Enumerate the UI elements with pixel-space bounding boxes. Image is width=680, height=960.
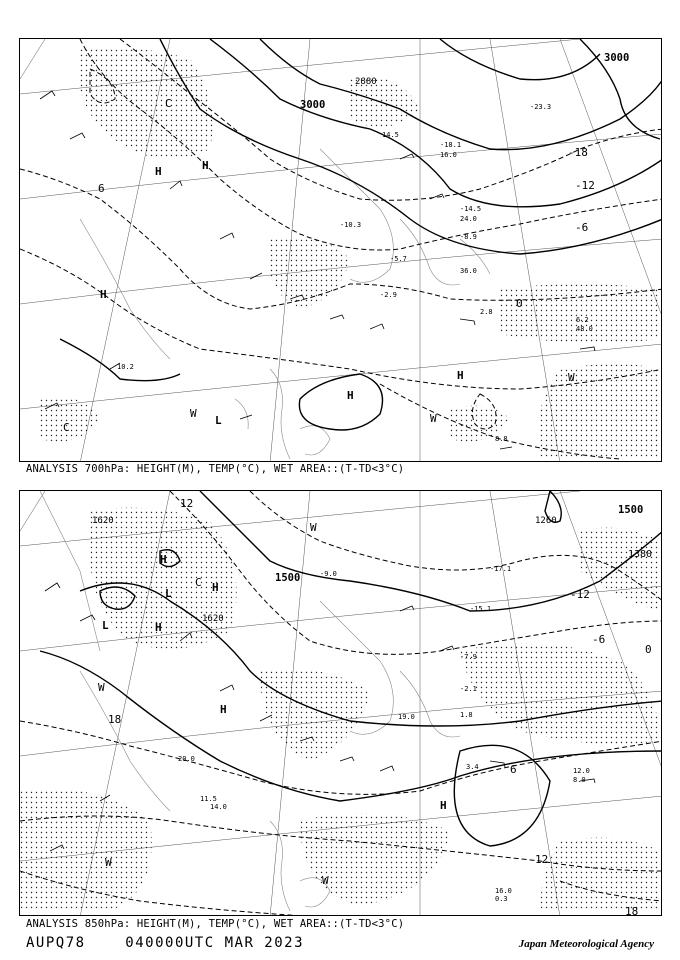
height-labels — [300, 52, 629, 111]
warm-center-marker: W — [430, 412, 437, 425]
cold-center-marker: C — [165, 97, 172, 110]
map-700hpa-canvas — [20, 39, 662, 462]
station-value: -2.9 — [380, 291, 397, 299]
station-value: -7.9 — [460, 653, 477, 661]
station-value: 2.8 — [480, 308, 493, 316]
station-value: 48.0 — [576, 325, 593, 333]
station-value: 36.0 — [460, 267, 477, 275]
wet-area — [20, 508, 660, 911]
isotherm-label: -12 — [570, 588, 590, 601]
isotherm-label: 18 — [625, 905, 639, 917]
isotherm-label: 6 — [98, 182, 105, 195]
station-value: -9.0 — [320, 570, 337, 578]
station-value: 0.3 — [495, 895, 508, 903]
isotherm-label: 12 — [180, 497, 194, 510]
height-label: 1620 — [202, 614, 224, 624]
high-center-marker: H — [100, 288, 107, 301]
panel-caption-850hpa: ANALYSIS 850hPa: HEIGHT(M), TEMP(°C), WET AREA::(T-TD<3°C) — [26, 918, 405, 930]
isotherm-label: -18 — [568, 146, 588, 159]
station-value: 8.8 — [495, 435, 508, 443]
station-value: 6.2 — [576, 316, 589, 324]
valid-time: 040000UTC MAR 2023 — [125, 935, 305, 951]
station-value: 3.4 — [466, 763, 479, 771]
high-center-marker: H — [160, 553, 167, 566]
station-value: -10.3 — [340, 221, 362, 229]
height-label: 3000 — [604, 52, 630, 64]
map-850hpa-canvas — [20, 491, 662, 916]
warm-center-marker: W — [190, 407, 197, 420]
warm-center-marker: W — [568, 371, 575, 384]
cold-center-marker: C — [195, 576, 202, 589]
station-value: -17.1 — [490, 565, 512, 573]
station-value: 1.8 — [460, 711, 473, 719]
station-value: 10.2 — [117, 363, 134, 371]
map-panel-850hpa — [19, 490, 662, 916]
cold-center-marker: C — [63, 421, 70, 434]
warm-center-marker: W — [105, 856, 112, 869]
agency-credit: Japan Meteorological Agency — [518, 938, 654, 950]
station-value: -23.3 — [530, 103, 552, 111]
station-value: -5.7 — [390, 255, 407, 263]
height-label: 1620 — [92, 516, 114, 526]
isotherm-label: -6 — [592, 633, 606, 646]
station-value: 8.0 — [573, 776, 586, 784]
high-center-marker: H — [155, 621, 162, 634]
height-label: 1500 — [618, 504, 644, 516]
station-value: 16.0 — [495, 887, 512, 895]
station-value: 11.5 — [200, 795, 217, 803]
high-center-marker: H — [220, 703, 227, 716]
low-center-marker: L — [165, 587, 172, 600]
isotherm-label: 6 — [510, 763, 517, 776]
warm-center-marker: W — [322, 874, 329, 887]
map-panel-700hpa — [19, 38, 662, 462]
height-label: 1380 — [628, 549, 653, 560]
station-value: -8.9 — [460, 233, 477, 241]
panel-caption-700hpa: ANALYSIS 700hPa: HEIGHT(M), TEMP(°C), WET AREA::(T-TD<3°C) — [26, 463, 405, 475]
station-value: 24.0 — [460, 215, 477, 223]
warm-center-marker: W — [98, 681, 105, 694]
high-center-marker: H — [440, 799, 447, 812]
isotherm-label: 18 — [108, 713, 122, 726]
height-label: 3000 — [300, 99, 326, 111]
height-label: 1500 — [275, 572, 301, 584]
station-value: -14.5 — [460, 205, 482, 213]
isotherm-label: 0 — [645, 643, 652, 656]
station-value: 19.0 — [398, 713, 415, 721]
low-center-marker: L — [215, 414, 222, 427]
station-value: 12.0 — [573, 767, 590, 775]
warm-center-marker: W — [310, 521, 317, 534]
station-value: -18.1 — [440, 141, 462, 149]
station-value: -2.1 — [460, 685, 477, 693]
isotherm-label: 0 — [516, 297, 523, 310]
chart-identifier — [26, 935, 304, 951]
station-value: 14.5 — [382, 131, 399, 139]
low-center-marker: L — [102, 619, 109, 632]
station-value: -15.1 — [470, 605, 492, 613]
station-value: 20.0 — [178, 755, 195, 763]
high-center-marker: H — [347, 389, 354, 402]
height-label: 2880 — [355, 77, 377, 87]
station-value: 16.0 — [440, 151, 457, 159]
product-id: AUPQ78 — [26, 935, 86, 951]
isotherm-label: -12 — [575, 179, 595, 192]
high-center-marker: H — [155, 165, 162, 178]
high-center-marker: H — [212, 581, 219, 594]
high-center-marker: H — [202, 159, 209, 172]
high-center-marker: H — [457, 369, 464, 382]
station-value: 14.0 — [210, 803, 227, 811]
height-label: 1260 — [535, 516, 557, 526]
isotherm-label: -6 — [575, 221, 589, 234]
isotherm-label: 12 — [535, 853, 549, 866]
